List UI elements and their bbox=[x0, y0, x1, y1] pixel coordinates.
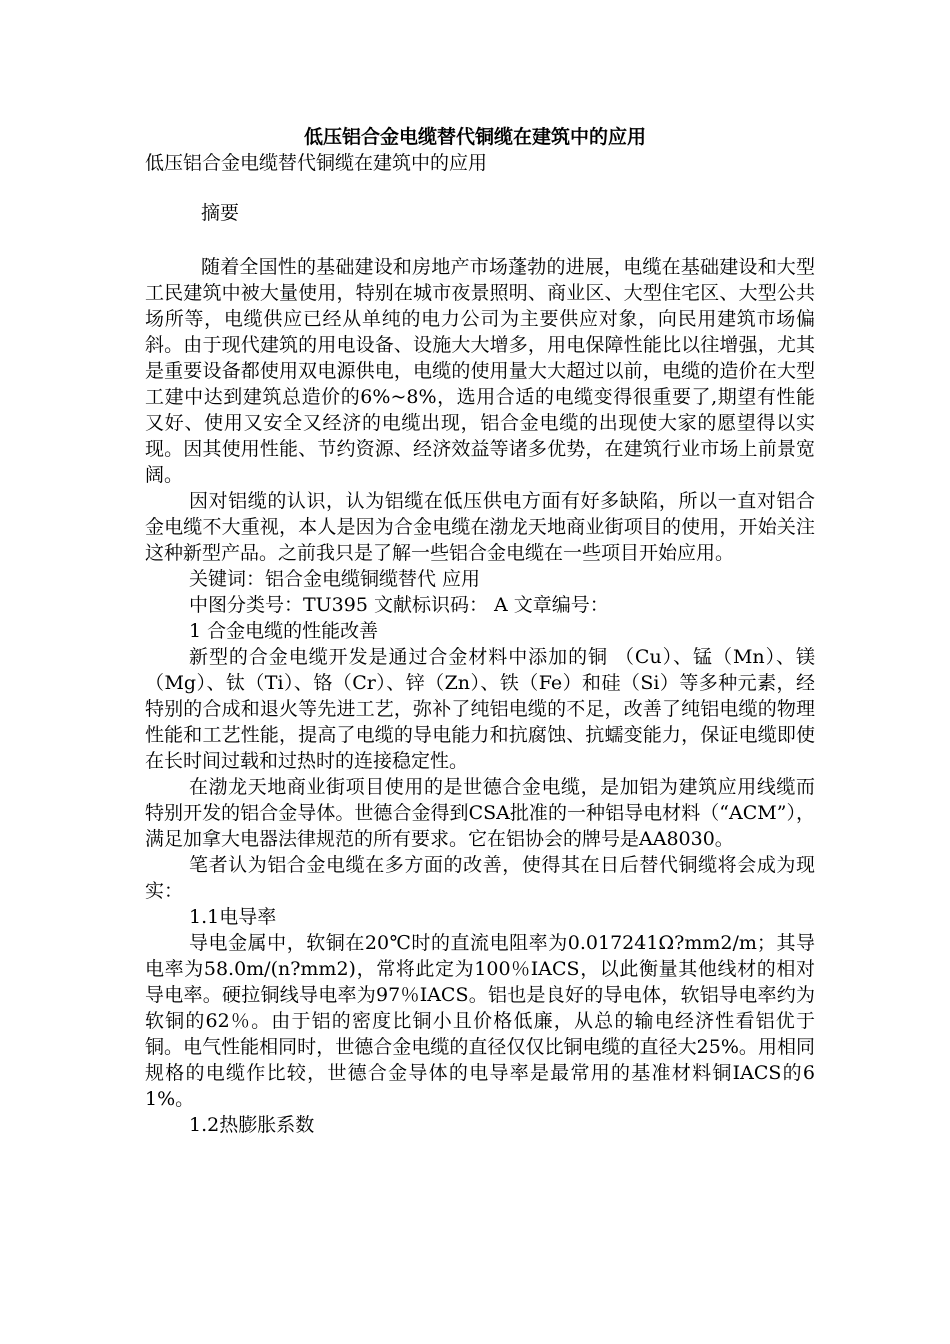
paragraph-project-usage: 在渤龙天地商业街项目使用的是世德合金电缆，是加铝为建筑应用线缆而特别开发的铝合金导体。世德合金得到CSA批准的一种铝导电材料（“ACM”），满足加拿大电器法律规范的所有要求。它在铝协会的牌号是AA8030。 bbox=[145, 776, 815, 850]
section-heading-1-1: 1.1电导率 bbox=[189, 906, 277, 928]
section-heading-1: 1 合金电缆的性能改善 bbox=[189, 620, 379, 642]
paragraph-intro: 随着全国性的基础建设和房地产市场蓬勃的进展，电缆在基础建设和大型工民建筑中被大量使用，特别在城市夜景照明、商业区、大型住宅区、大型公共场所等，电缆供应已经从单纯的电力公司为主要供应对象，向民用建筑市场偏斜。由于现代建筑的用电设备、设施大大增多，用电保障性能比以往增强，尤其是重要设备都使用双电源供电，电缆的使用量大大超过以前，电缆的造价在大型工建中达到建筑总造价的6%~8%，选用合适的电缆变得很重要了,期望有性能又好、使用又安全又经济的电缆出现，铝合金电缆的出现使大家的愿望得以实现。因其使用性能、节约资源、经济效益等诸多优势，在建筑行业市场上前景宽阔。 bbox=[145, 256, 815, 486]
paragraph-background: 因对铝缆的认识，认为铝缆在低压供电方面有好多缺陷，所以一直对铝合金电缆不大重视，本人是因为合金电缆在渤龙天地商业街项目的使用，开始关注这种新型产品。之前我只是了解一些铝合金电缆在一些项目开始应用。 bbox=[145, 490, 815, 564]
keywords-line: 关键词：铝合金电缆铜缆替代 应用 bbox=[189, 568, 481, 590]
paragraph-author-opinion: 笔者认为铝合金电缆在多方面的改善，使得其在日后替代铜缆将会成为现实： bbox=[145, 854, 815, 902]
paragraph-conductivity: 导电金属中，软铜在20℃时的直流电阻率为0.017241Ω?mm2/m；其导电率为58.0m/(n?mm2)，常将此定为100％IACS，以此衡量其他线材的相对导电率。硬拉铜线导电率为97％IACS。铝也是良好的导电体，软铝导电率约为软铜的62％。由于铝的密度比铜小且价格低廉，从总的输电经济性看铝优于铜。电气性能相同时，世德合金电缆的直径仅仅比铜电缆的直径大25%。用相同规格的电缆作比较，世德合金导体的电导率是最常用的基准材料铜IACS的61%。 bbox=[145, 932, 815, 1110]
document-subtitle: 低压铝合金电缆替代铜缆在建筑中的应用 bbox=[145, 152, 488, 174]
document-body bbox=[145, 150, 815, 1138]
section-heading-1-2: 1.2热膨胀系数 bbox=[189, 1114, 315, 1136]
classification-line: 中图分类号：TU395 文献标识码： A 文章编号： bbox=[189, 594, 609, 616]
paragraph-alloy-development: 新型的合金电缆开发是通过合金材料中添加的铜 （Cu）、锰（Mn）、镁（Mg）、钛（Ti）、铬（Cr）、锌（Zn）、铁（Fe）和硅（Si）等多种元素，经特别的合成和退火等先进工艺，弥补了纯铝电缆的不足，改善了纯铝电缆的物理性能和工艺性能，提高了电缆的导电能力和抗腐蚀、抗蠕变能力，保证电缆即使在长时间过载和过热时的连接稳定性。 bbox=[145, 646, 815, 772]
document-title: 低压铝合金电缆替代铜缆在建筑中的应用 bbox=[303, 126, 646, 148]
abstract-heading: 摘要 bbox=[201, 202, 240, 224]
